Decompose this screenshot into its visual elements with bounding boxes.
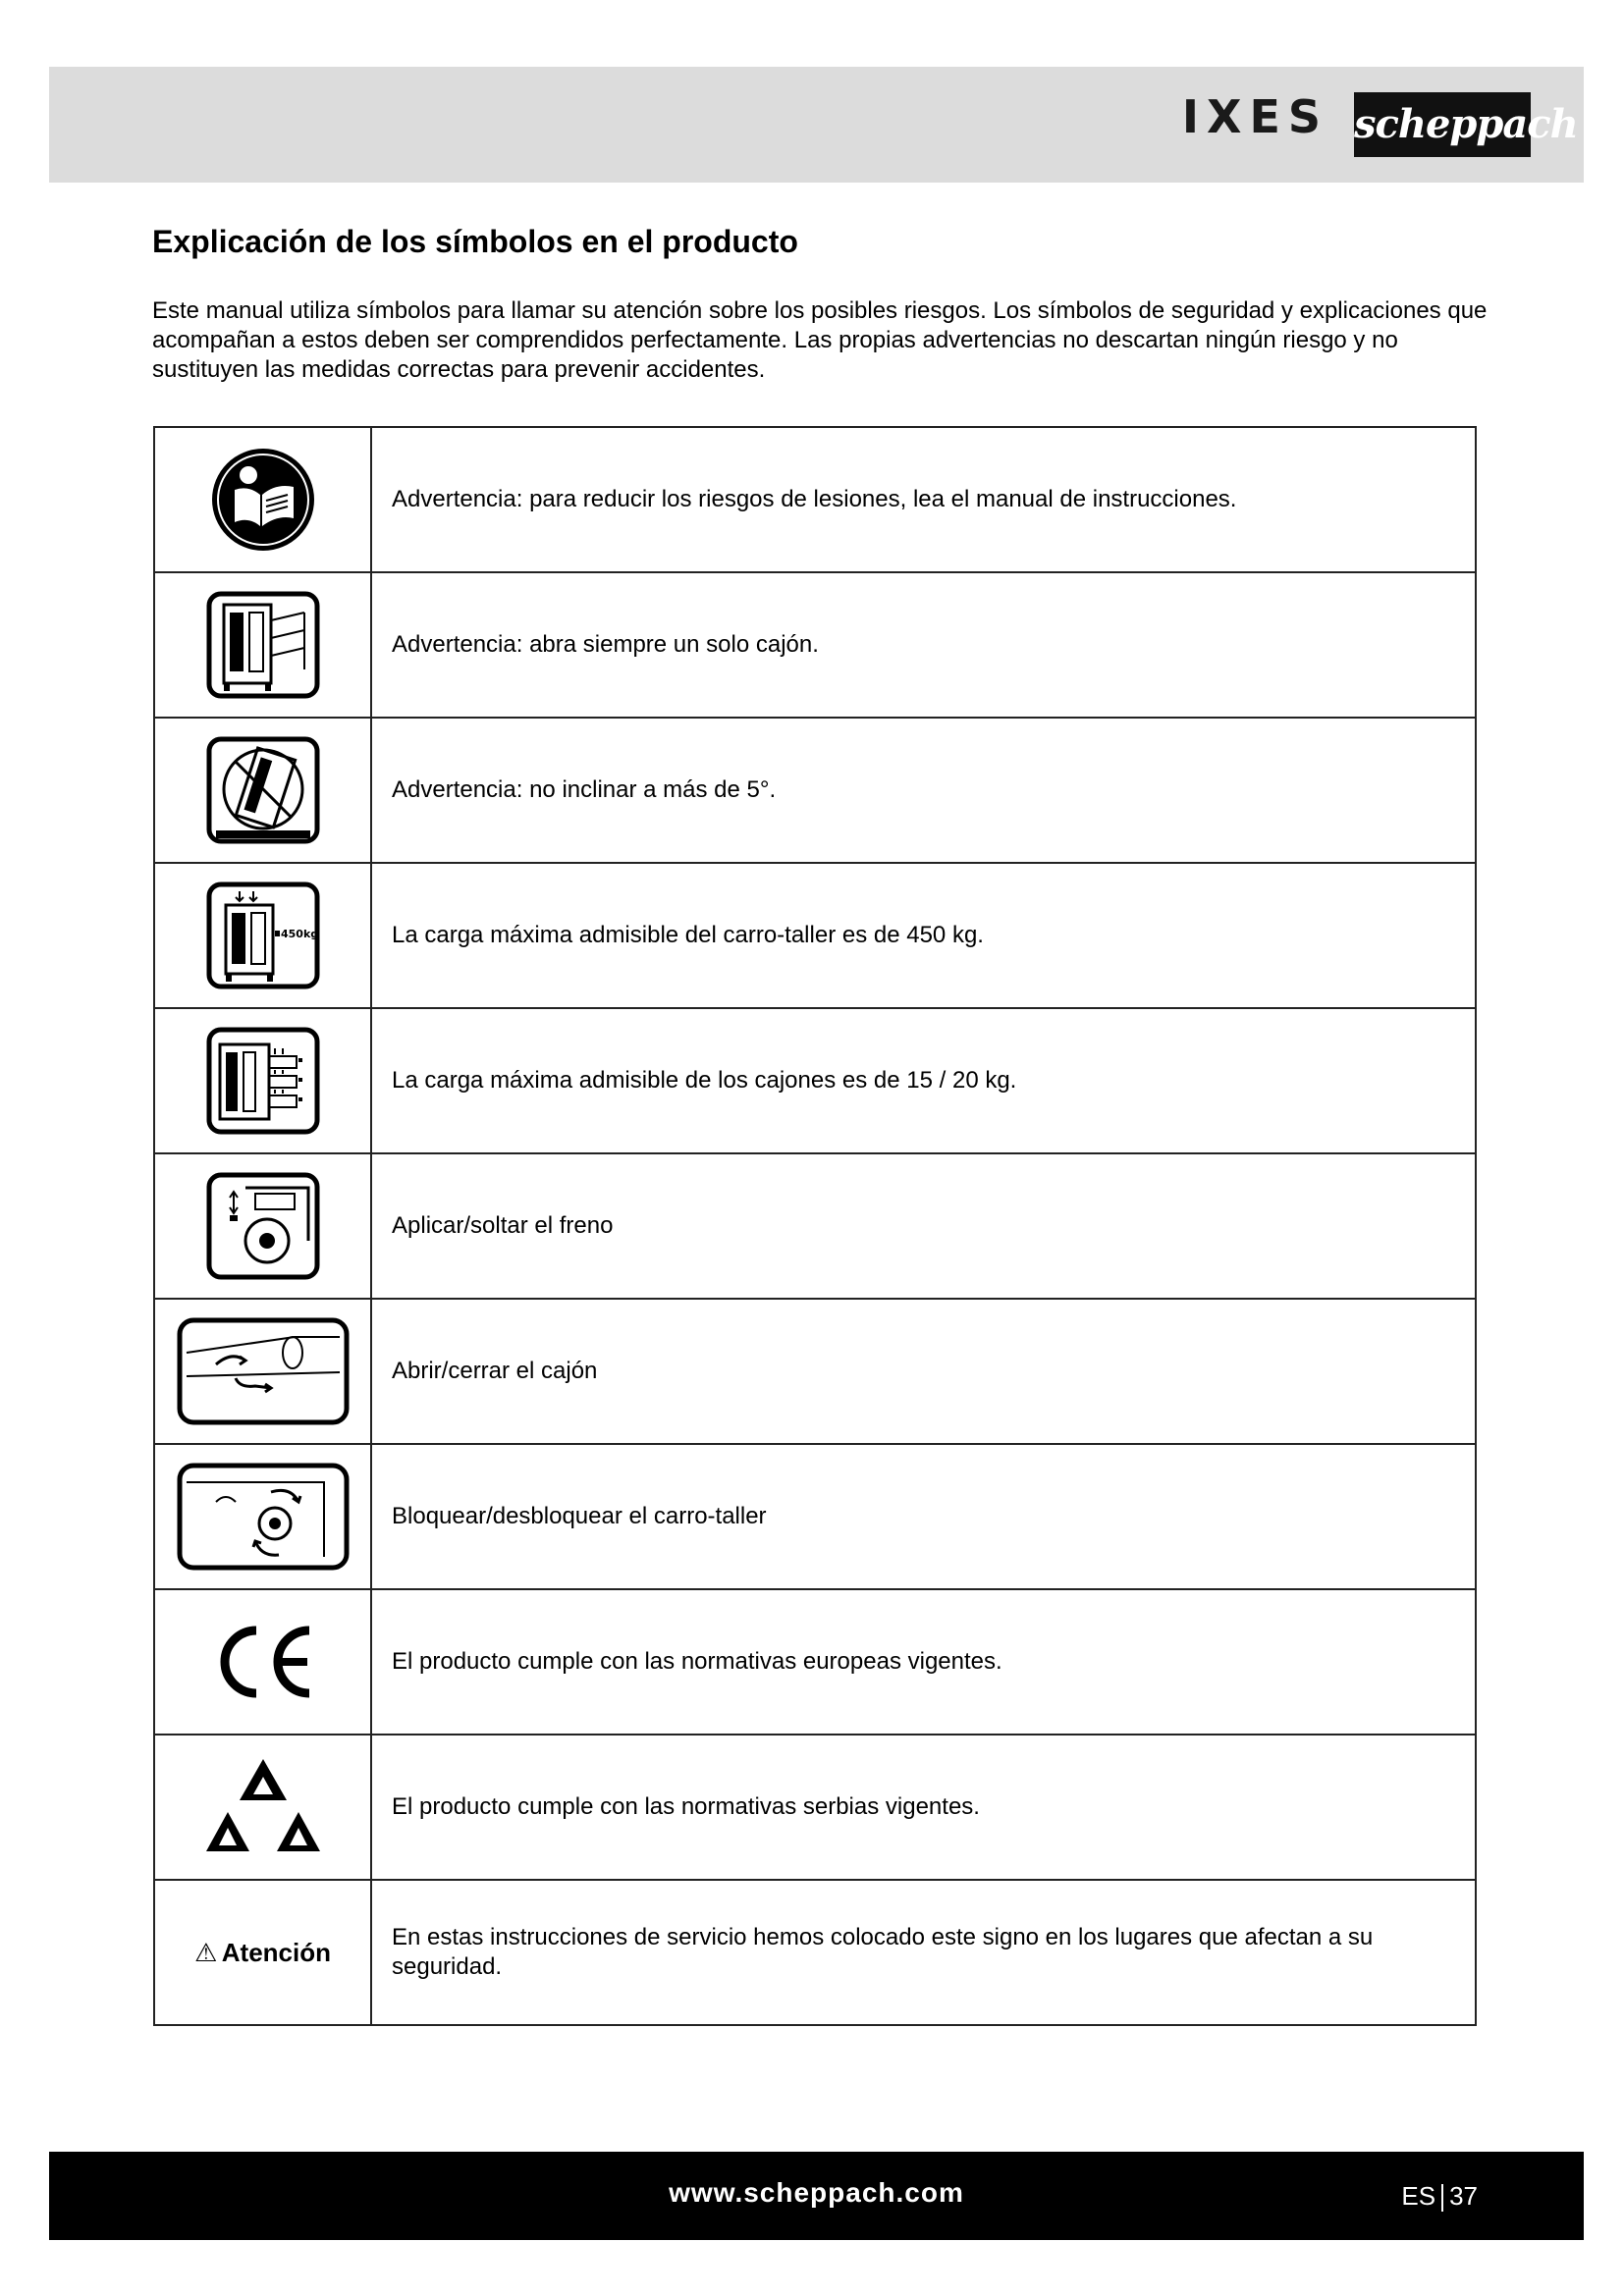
symbol-cell (154, 1008, 371, 1153)
symbol-cell (154, 1153, 371, 1299)
table-row (154, 1153, 1476, 1299)
ixes-logo: IXES (1181, 90, 1328, 143)
symbol-cell (154, 1735, 371, 1880)
symbol-description: Aplicar/soltar el freno (371, 1153, 1476, 1299)
symbol-description: En estas instrucciones de servicio hemos colocado este signo en los lugares que afectan a su seguridad. (371, 1880, 1476, 2025)
symbol-cell (154, 427, 371, 572)
page-title: Explicación de los símbolos en el producto (152, 224, 798, 259)
symbol-cell (154, 572, 371, 718)
header-band (49, 67, 1584, 183)
page-number-value: 37 (1449, 2181, 1478, 2211)
serbian-conformity-icon (202, 1753, 324, 1861)
single-drawer-icon (206, 591, 320, 699)
table-row (154, 718, 1476, 863)
symbol-cell (154, 1589, 371, 1735)
symbol-description: El producto cumple con las normativas serbias vigentes. (371, 1735, 1476, 1880)
table-row (154, 427, 1476, 572)
intro-paragraph: Este manual utiliza símbolos para llamar su atención sobre los posibles riesgos. Los símbolos de seguridad y explicaciones que acompañan a estos deben ser comprendidos perfectamente. Las propias advertencias no descartan ningún riesgo y no sustituyen las medidas correctas para prevenir accidentes. (152, 297, 1488, 383)
language-code: ES (1401, 2181, 1436, 2211)
page-number (1401, 2181, 1478, 2212)
open-close-drawer-icon (177, 1317, 350, 1425)
table-row (154, 1880, 1476, 2025)
symbol-cell (154, 1299, 371, 1444)
table-row (154, 572, 1476, 718)
cart-max-load-icon (206, 881, 320, 989)
table-row (154, 863, 1476, 1008)
brake-icon (206, 1172, 320, 1280)
symbol-cell (154, 863, 371, 1008)
symbol-description: Bloquear/desbloquear el carro-taller (371, 1444, 1476, 1589)
separator (1441, 2184, 1443, 2212)
attention-label: Atención (221, 1937, 331, 1967)
symbol-description: Advertencia: no inclinar a más de 5°. (371, 718, 1476, 863)
symbol-description: Advertencia: para reducir los riesgos de lesiones, lea el manual de instrucciones. (371, 427, 1476, 572)
symbol-description: Advertencia: abra siempre un solo cajón. (371, 572, 1476, 718)
table-row (154, 1299, 1476, 1444)
lock-unlock-icon (177, 1463, 350, 1571)
symbol-description: La carga máxima admisible del carro-taller es de 450 kg. (371, 863, 1476, 1008)
table-row (154, 1735, 1476, 1880)
symbol-cell (154, 1444, 371, 1589)
scheppach-logo: scheppach (1354, 92, 1531, 157)
drawer-max-load-icon (206, 1027, 320, 1135)
read-manual-icon (209, 446, 317, 554)
symbol-table (153, 426, 1477, 2026)
symbol-description: La carga máxima admisible de los cajones es de 15 / 20 kg. (371, 1008, 1476, 1153)
ce-mark-icon (209, 1623, 317, 1701)
warning-triangle-icon: ⚠ (194, 1937, 218, 1967)
table-row (154, 1589, 1476, 1735)
footer-url: www.scheppach.com (669, 2177, 964, 2208)
load-label: 450kg (280, 928, 318, 940)
symbol-description: Abrir/cerrar el cajón (371, 1299, 1476, 1444)
no-tilt-icon (206, 736, 320, 844)
footer-band (49, 2152, 1584, 2240)
symbol-cell (154, 718, 371, 863)
symbol-description: El producto cumple con las normativas europeas vigentes. (371, 1589, 1476, 1735)
table-row (154, 1444, 1476, 1589)
symbol-cell (154, 1880, 371, 2025)
table-row (154, 1008, 1476, 1153)
